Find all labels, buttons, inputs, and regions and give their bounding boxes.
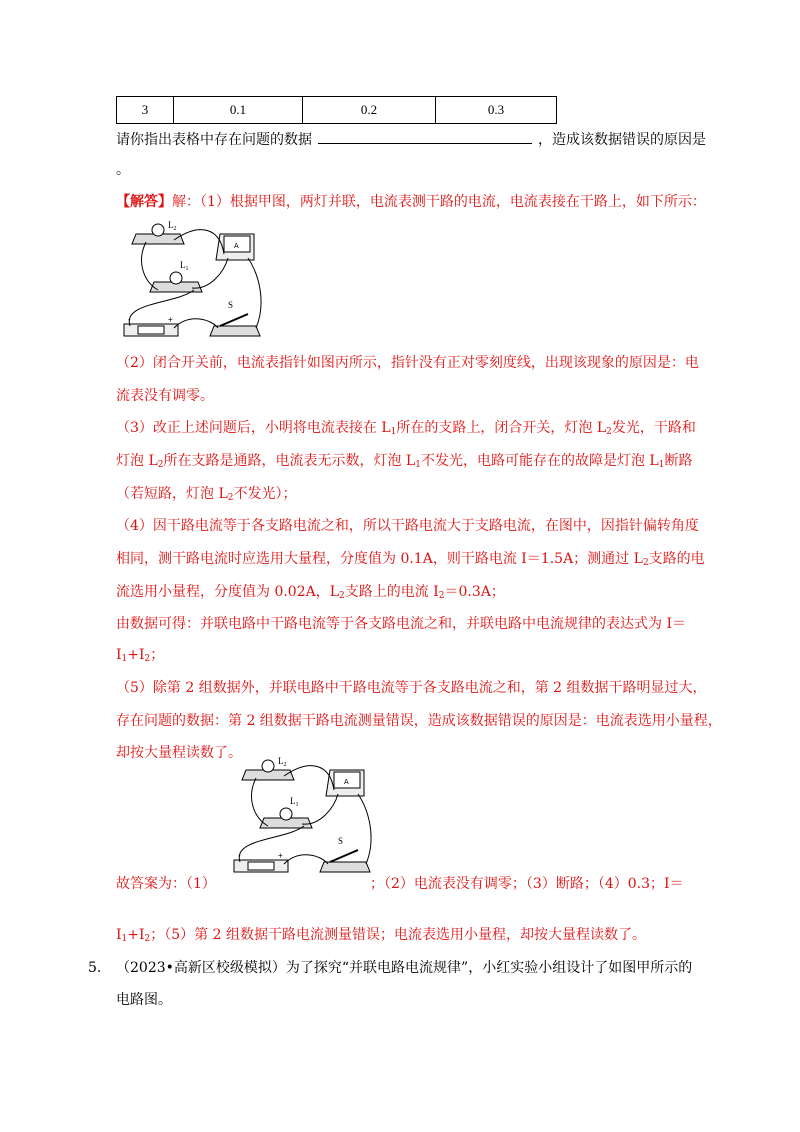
answer-line: （3）改正上述问题后，小明将电流表接在 $L_1$所在的支路上，闭合开关，灯泡 $L_2$发光，干路和 (116, 420, 696, 437)
answer-line: 却按大量程读数了。 (116, 745, 242, 761)
switch-label: S (228, 300, 234, 310)
table-row (117, 97, 557, 124)
question-number: 5. (88, 960, 102, 976)
battery-minus: - (238, 851, 241, 860)
answer-line: 流表没有调零。 (116, 388, 214, 404)
question-line: 电路图。 (116, 992, 172, 1008)
circuit-diagram (116, 216, 266, 344)
table-cell: 0.1 (174, 97, 303, 124)
table-cell: 3 (117, 97, 174, 124)
label-l1: $L_1$ (290, 796, 299, 808)
answer-text: 解：（1）根据甲图，两灯并联，电流表测干路的电流，电流表接在干路上，如下所示： (172, 194, 706, 210)
circuit-figure (226, 752, 376, 880)
meter-label: A (344, 779, 349, 786)
answer-line: $I_1+I_2$； (116, 647, 165, 664)
answer-line (116, 192, 706, 212)
question-line: （2023•高新区校级模拟）为了探究“并联电路电流规律”，小红实验小组设计了如图甲所示的 (116, 960, 693, 976)
question-line: 。 (116, 162, 130, 178)
question-line (116, 129, 706, 150)
answer-line: （2）闭合开关前，电流表指针如图丙所示，指针没有正对零刻度线，出现该现象的原因是：电 (116, 355, 699, 371)
answer-line: 流选用小量程，分度值为 0.02A，$L_2$支路上的电流 $I_2=0.3A$； (116, 584, 505, 601)
meter-label: A (234, 243, 239, 250)
answer-tag: 【解答】 (116, 194, 172, 210)
question-text: ，造成该数据错误的原因是 (538, 132, 706, 148)
answer-line: 相同，测干路电流时应选用大量程，分度值为 0.1A，则干路电流 I＝1.5A；测通过 $L_2$支路的电 (116, 551, 705, 568)
answer-line: （5）除第 2 组数据外，并联电路中干路电流等于各支路电流之和，第 2 组数据干路明显过大， (116, 680, 707, 696)
circuit-figure (116, 216, 266, 344)
answer-line: $I_1+I_2$；（5）第 2 组数据干路电流测量错误；电流表选用小量程，却按大量程读数了。 (116, 927, 646, 944)
answer-line: （4）因干路电流等于各支路电流之和，所以干路电流大于支路电流，在图中，因指针偏转角度 (116, 518, 699, 534)
answer-line: 灯泡 $L_2$所在支路是通路，电流表无示数，灯泡 $L_1$不发光，电路可能存在的故障是灯泡 $L_1$断路 (116, 453, 693, 470)
answer-line: 存在问题的数据：第 2 组数据干路电流测量错误，造成该数据错误的原因是：电流表选用小量程， (116, 713, 722, 729)
label-l2: $L_2$ (168, 220, 177, 232)
label-l1: $L_1$ (180, 260, 189, 272)
answer-line: ；（2）电流表没有调零；（3）断路；（4）0.3；I＝ (370, 876, 684, 892)
circuit-diagram (226, 752, 376, 880)
table-cell: 0.2 (303, 97, 436, 124)
switch-label: S (338, 836, 344, 846)
answer-blank (318, 129, 532, 144)
battery-plus: + (168, 315, 173, 324)
answer-line: 故答案为：（1） (116, 876, 216, 892)
answer-line: （若短路，灯泡 $L_2$不发光）； (116, 486, 297, 503)
answer-line: 由数据可得：并联电路中干路电流等于各支路电流之和，并联电路中电流规律的表达式为 I＝ (116, 616, 686, 632)
data-table (116, 96, 557, 124)
table-cell: 0.3 (436, 97, 557, 124)
label-l2: $L_2$ (278, 756, 287, 768)
battery-minus: - (128, 315, 131, 324)
question-text: 请你指出表格中存在问题的数据 (116, 132, 312, 148)
battery-plus: + (278, 851, 283, 860)
